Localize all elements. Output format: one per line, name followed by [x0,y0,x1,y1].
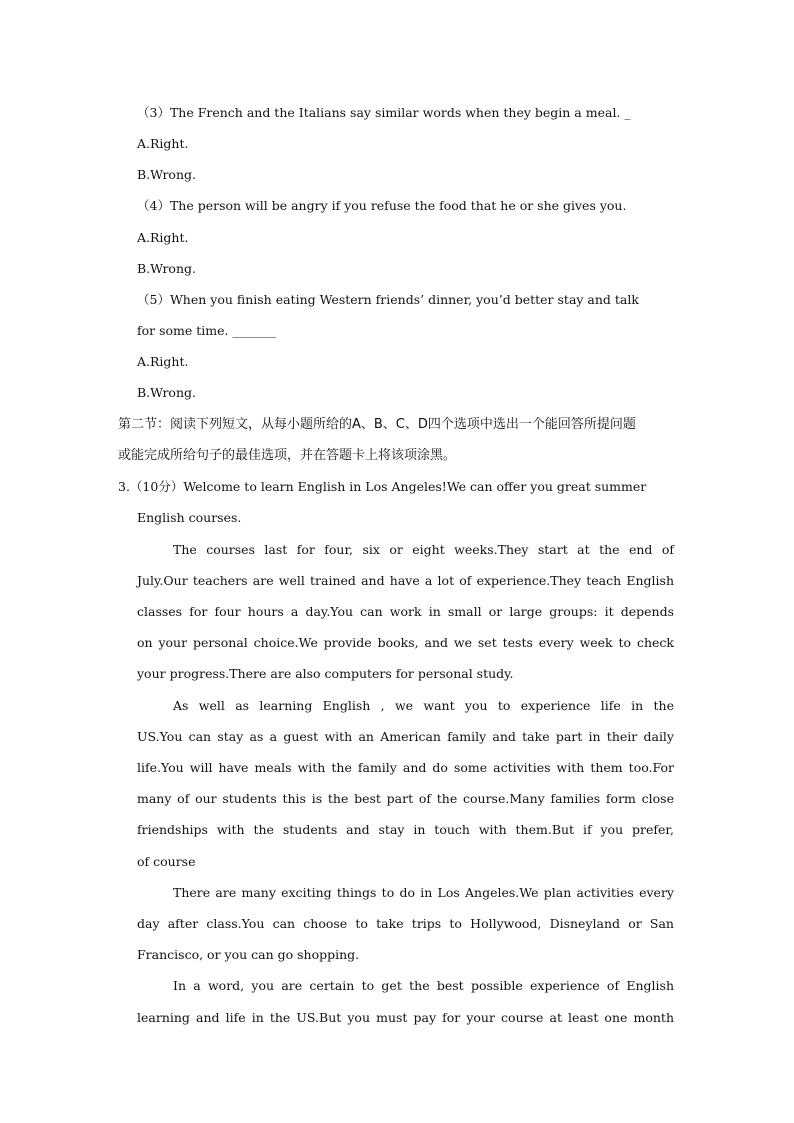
question-4-stem: （4）The person will be angry if you refuse the food that he or she gives you. [137,198,627,213]
paragraph-1-line-4: on your personal choice.We provide books, and we set tests every week to check [137,635,674,650]
paragraph-2-line-4: many of our students this is the best part of the course.Many families form close [137,791,674,806]
paragraph-2-line-5: friendships with the students and stay in touch with them.But if you prefer, [137,822,674,837]
paragraph-2-line-6: of course [137,854,196,869]
paragraph-4-line-2: learning and life in the US.But you must pay for your course at least one month [137,1010,674,1025]
paragraph-2-line-2: US.You can stay as a guest with an American family and take part in their daily [137,729,674,744]
paragraph-1-line-5: your progress.There are also computers for personal study. [137,666,514,681]
question-5-stem-line-2: for some time. _______ [137,323,277,338]
paragraph-2-line-3: life.You will have meals with the family and do some activities with them too.For [137,760,674,775]
paragraph-4-line-1: In a word, you are certain to get the best possible experience of English [173,978,674,993]
question-3-option-a: A.Right. [137,136,189,151]
question-4-option-a: A.Right. [137,230,189,245]
paragraph-3-line-1: There are many exciting things to do in Los Angeles.We plan activities every [173,885,674,900]
question-3-option-b: B.Wrong. [137,167,196,182]
paragraph-3-line-3: Francisco, or you can go shopping. [137,947,360,962]
question-5-option-b: B.Wrong. [137,385,196,400]
paragraph-2-line-1: As well as learning English , we want you to experience life in the [173,698,674,713]
section-instruction-line-1: 第二节：阅读下列短文，从每小题所给的A、B、C、D四个选项中选出一个能回答所提问题 [118,417,636,432]
item-3-intro-line-1: 3.（10分）Welcome to learn English in Los Angeles!We can offer you great summer [118,479,647,494]
question-5-stem-line-1: （5）When you finish eating Western friends’ dinner, you’d better stay and talk [137,292,639,307]
section-instruction-line-2: 或能完成所给句子的最佳选项，并在答题卡上将该项涂黑。 [118,448,457,463]
question-4-option-b: B.Wrong. [137,261,196,276]
paragraph-3-line-2: day after class.You can choose to take trips to Hollywood, Disneyland or San [137,916,674,931]
question-5-option-a: A.Right. [137,354,189,369]
paragraph-1-line-2: July.Our teachers are well trained and have a lot of experience.They teach English [137,573,674,588]
question-3-stem: （3）The French and the Italians say similar words when they begin a meal. _ [137,105,631,120]
item-3-intro-line-2: English courses. [137,510,242,525]
paragraph-1-line-1: The courses last for four, six or eight weeks.They start at the end of [173,542,674,557]
paragraph-1-line-3: classes for four hours a day.You can work in small or large groups: it depends [137,604,674,619]
